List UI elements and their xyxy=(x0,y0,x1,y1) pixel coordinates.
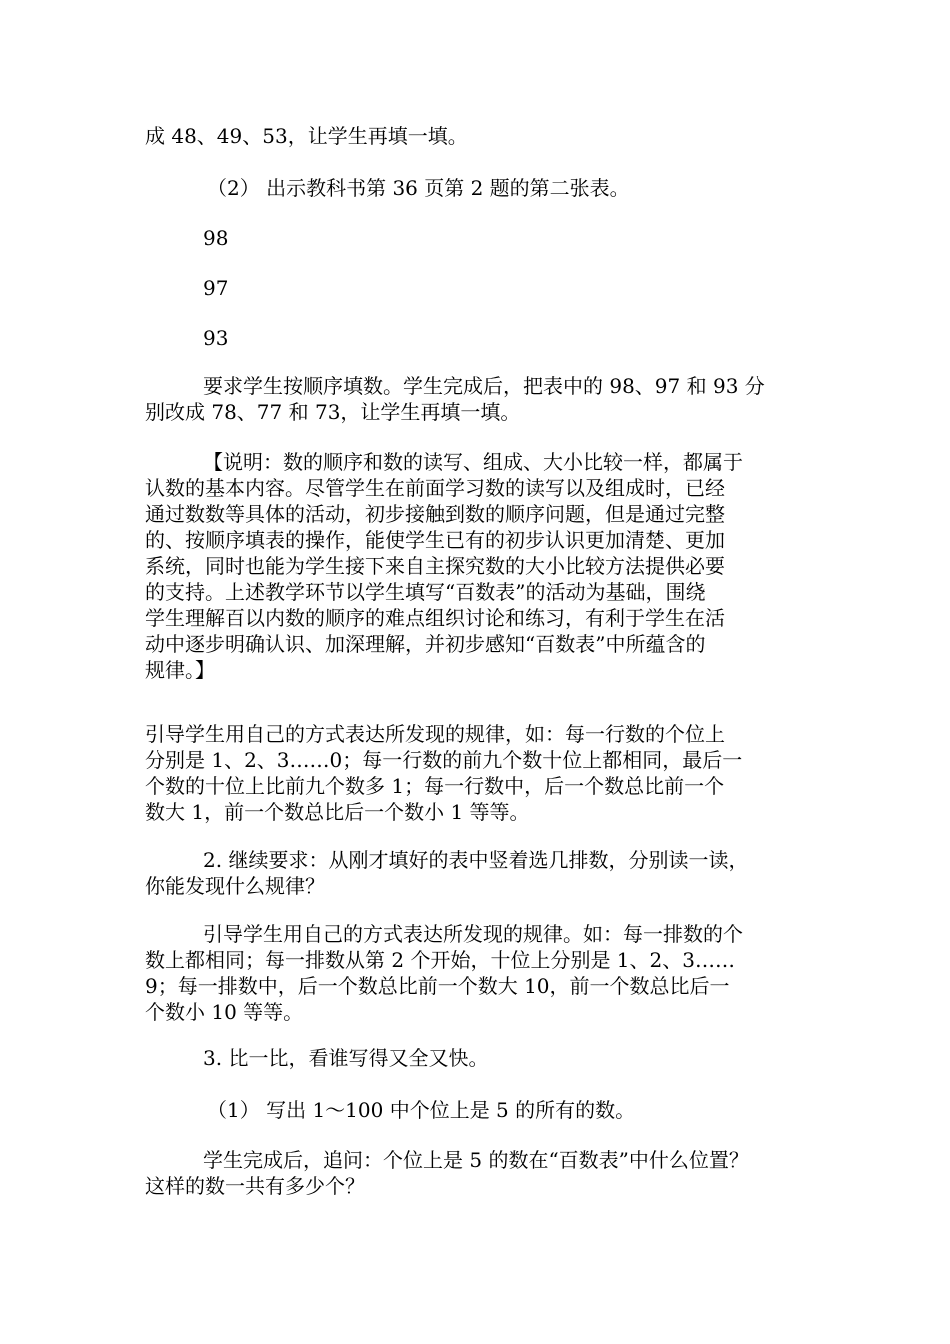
text-line: 要求学生按顺序填数。学生完成后，把表中的 98、97 和 93 分 xyxy=(203,374,765,398)
table-value: 98 xyxy=(203,226,229,250)
text-line: 系统，同时也能为学生接下来自主探究数的大小比较方法提供必要 xyxy=(145,554,725,578)
table-value-93 xyxy=(145,325,815,351)
paragraph-explanation xyxy=(145,449,815,683)
paragraph-step-3 xyxy=(145,1045,815,1071)
text-line: 数上都相同；每一排数从第 2 个开始，十位上分别是 1、2、3…… xyxy=(145,948,735,972)
table-value-97 xyxy=(145,275,815,301)
paragraph-continuation xyxy=(145,123,815,149)
text-line: 学生完成后，追问：个位上是 5 的数在“百数表”中什么位置？ xyxy=(203,1148,749,1172)
text-line: 数大 1，前一个数总比后一个数小 1 等等。 xyxy=(145,800,530,824)
text-line: 9；每一排数中，后一个数总比前一个数大 10，前一个数总比后一 xyxy=(145,974,730,998)
text-line: 这样的数一共有多少个？ xyxy=(145,1174,365,1198)
text-line: 规律。】 xyxy=(145,658,215,682)
text-line: 成 48、49、53，让学生再填一填。 xyxy=(145,124,468,148)
paragraph-step-continue xyxy=(145,847,815,899)
text-line: （2） 出示教科书第 36 页第 2 题的第二张表。 xyxy=(207,176,630,200)
paragraph-step-2 xyxy=(145,175,815,201)
text-line: （1） 写出 1～100 中个位上是 5 的所有的数。 xyxy=(207,1098,636,1122)
text-line: 引导学生用自己的方式表达所发现的规律。如：每一排数的个 xyxy=(203,922,743,946)
text-line: 分别是 1、2、3……0；每一行数的前九个数十位上都相同，最后一 xyxy=(145,748,743,772)
paragraph-row-rules xyxy=(145,721,815,825)
paragraph-fill-in xyxy=(145,373,815,425)
text-line: 通过数数等具体的活动，初步接触到数的顺序问题，但是通过完整 xyxy=(145,502,725,526)
text-line: 你能发现什么规律？ xyxy=(145,874,325,898)
text-line: 认数的基本内容。尽管学生在前面学习数的读写以及组成时，已经 xyxy=(145,476,725,500)
paragraph-substep-1 xyxy=(145,1097,815,1123)
text-line: 别改成 78、77 和 73，让学生再填一填。 xyxy=(145,400,521,424)
text-line: 【说明：数的顺序和数的读写、组成、大小比较一样，都属于 xyxy=(203,450,743,474)
paragraph-followup xyxy=(145,1147,815,1199)
text-line: 学生理解百以内数的顺序的难点组织讨论和练习，有利于学生在活 xyxy=(145,606,725,630)
text-line: 的支持。上述教学环节以学生填写“百数表”的活动为基础，围绕 xyxy=(145,580,706,604)
text-line: 引导学生用自己的方式表达所发现的规律，如：每一行数的个位上 xyxy=(145,722,725,746)
text-line: 个数小 10 等等。 xyxy=(145,1000,304,1024)
text-line: 的、按顺序填表的操作，能使学生已有的初步认识更加清楚、更加 xyxy=(145,528,725,552)
paragraph-column-rules xyxy=(145,921,815,1025)
text-line: 2. 继续要求：从刚才填好的表中竖着选几排数，分别读一读， xyxy=(203,848,749,872)
text-line: 动中逐步明确认识、加深理解，并初步感知“百数表”中所蕴含的 xyxy=(145,632,706,656)
text-line: 个数的十位上比前九个数多 1；每一行数中，后一个数总比前一个 xyxy=(145,774,725,798)
table-value: 93 xyxy=(203,326,229,350)
table-value: 97 xyxy=(203,276,229,300)
text-line: 3. 比一比，看谁写得又全又快。 xyxy=(203,1046,489,1070)
table-value-98 xyxy=(145,225,815,251)
